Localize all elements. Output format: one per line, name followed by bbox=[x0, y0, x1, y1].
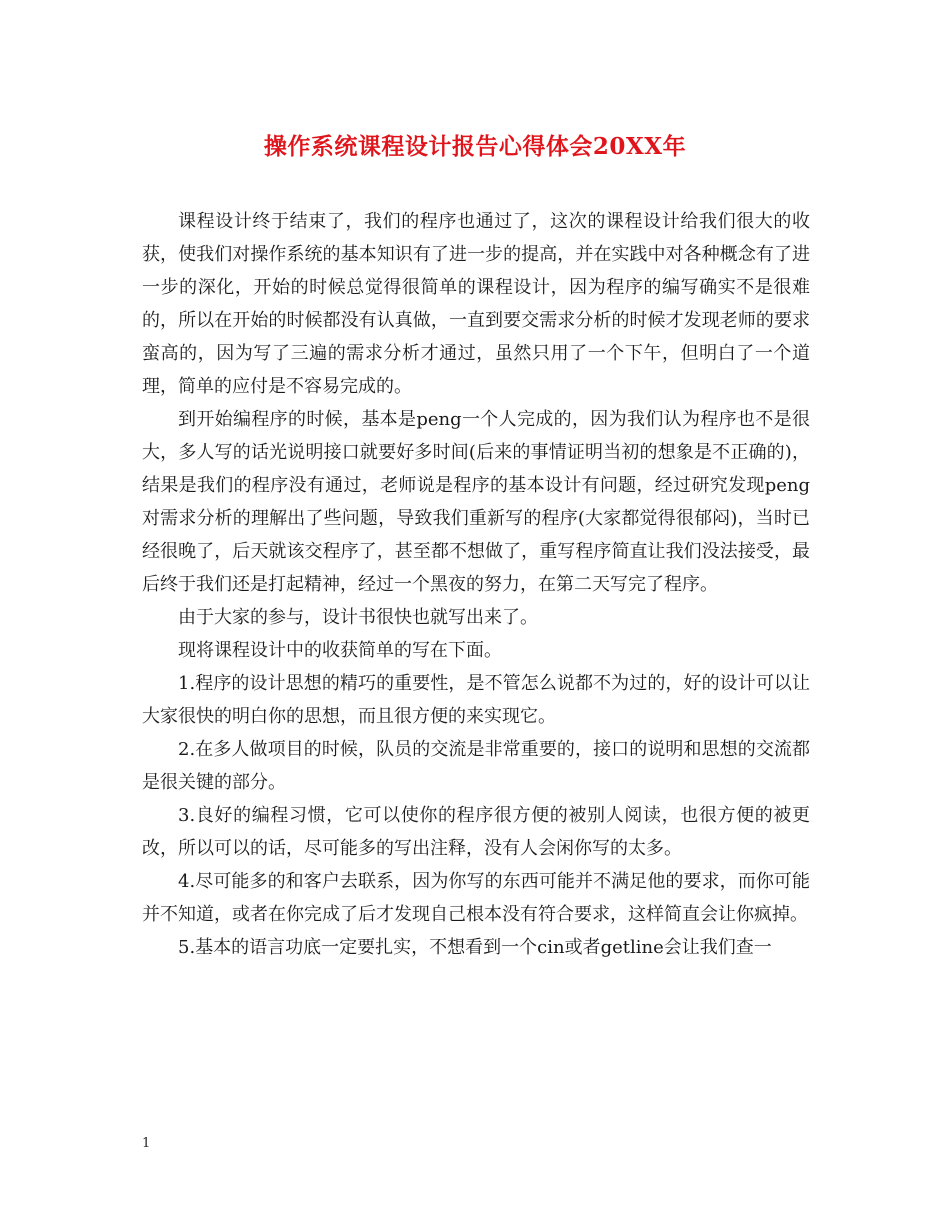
page-number: 1 bbox=[142, 1136, 151, 1151]
list-item: 2.在多人做项目的时候，队员的交流是非常重要的，接口的说明和思想的交流都是很关键的部分。 bbox=[142, 739, 810, 793]
list-item: 4.尽可能多的和客户去联系，因为你写的东西可能并不满足他的要求，而你可能并不知道，或者在你完成了后才发现自己根本没有符合要求，这样简直会让你疯掉。 bbox=[142, 871, 810, 925]
paragraph: 课程设计终于结束了，我们的程序也通过了，这次的课程设计给我们很大的收获，使我们对操作系统的基本知识有了进一步的提高，并在实践中对各种概念有了进一步的深化，开始的时候总觉得很简单的课程设计，因为程序的编写确实不是很难的，所以在开始的时候都没有认真做，一直到要交需求分析的时候才发现老师的要求蛮高的，因为写了三遍的需求分析才通过，虽然只用了一个下午，但明白了一个道理，简单的应付是不容易完成的。 bbox=[142, 211, 810, 397]
list-item: 5.基本的语言功底一定要扎实，不想看到一个cin或者getline会让我们查一 bbox=[178, 937, 772, 958]
paragraph: 现将课程设计中的收获简单的写在下面。 bbox=[178, 640, 502, 661]
paragraph: 由于大家的参与，设计书很快也就写出来了。 bbox=[178, 607, 538, 628]
page-title: 操作系统课程设计报告心得体会20XX年 bbox=[263, 133, 687, 160]
document-body bbox=[142, 205, 810, 964]
list-item: 3.良好的编程习惯，它可以使你的程序很方便的被别人阅读，也很方便的被更改，所以可以的话，尽可能多的写出注释，没有人会闲你写的太多。 bbox=[142, 805, 810, 859]
list-item: 1.程序的设计思想的精巧的重要性，是不管怎么说都不为过的，好的设计可以让大家很快的明白你的思想，而且很方便的来实现它。 bbox=[142, 673, 810, 727]
paragraph: 到开始编程序的时候，基本是peng一个人完成的，因为我们认为程序也不是很大，多人写的话光说明接口就要好多时间(后来的事情证明当初的想象是不正确的)，结果是我们的程序没有通过，老师说是程序的基本设计有问题，经过研究发现peng对需求分析的理解出了些问题，导致我们重新写的程序(大家都觉得很郁闷)，当时已经很晚了，后天就该交程序了，甚至都不想做了，重写程序简直让我们没法接受，最后终于我们还是打起精神，经过一个黑夜的努力，在第二天写完了程序。 bbox=[142, 409, 810, 595]
